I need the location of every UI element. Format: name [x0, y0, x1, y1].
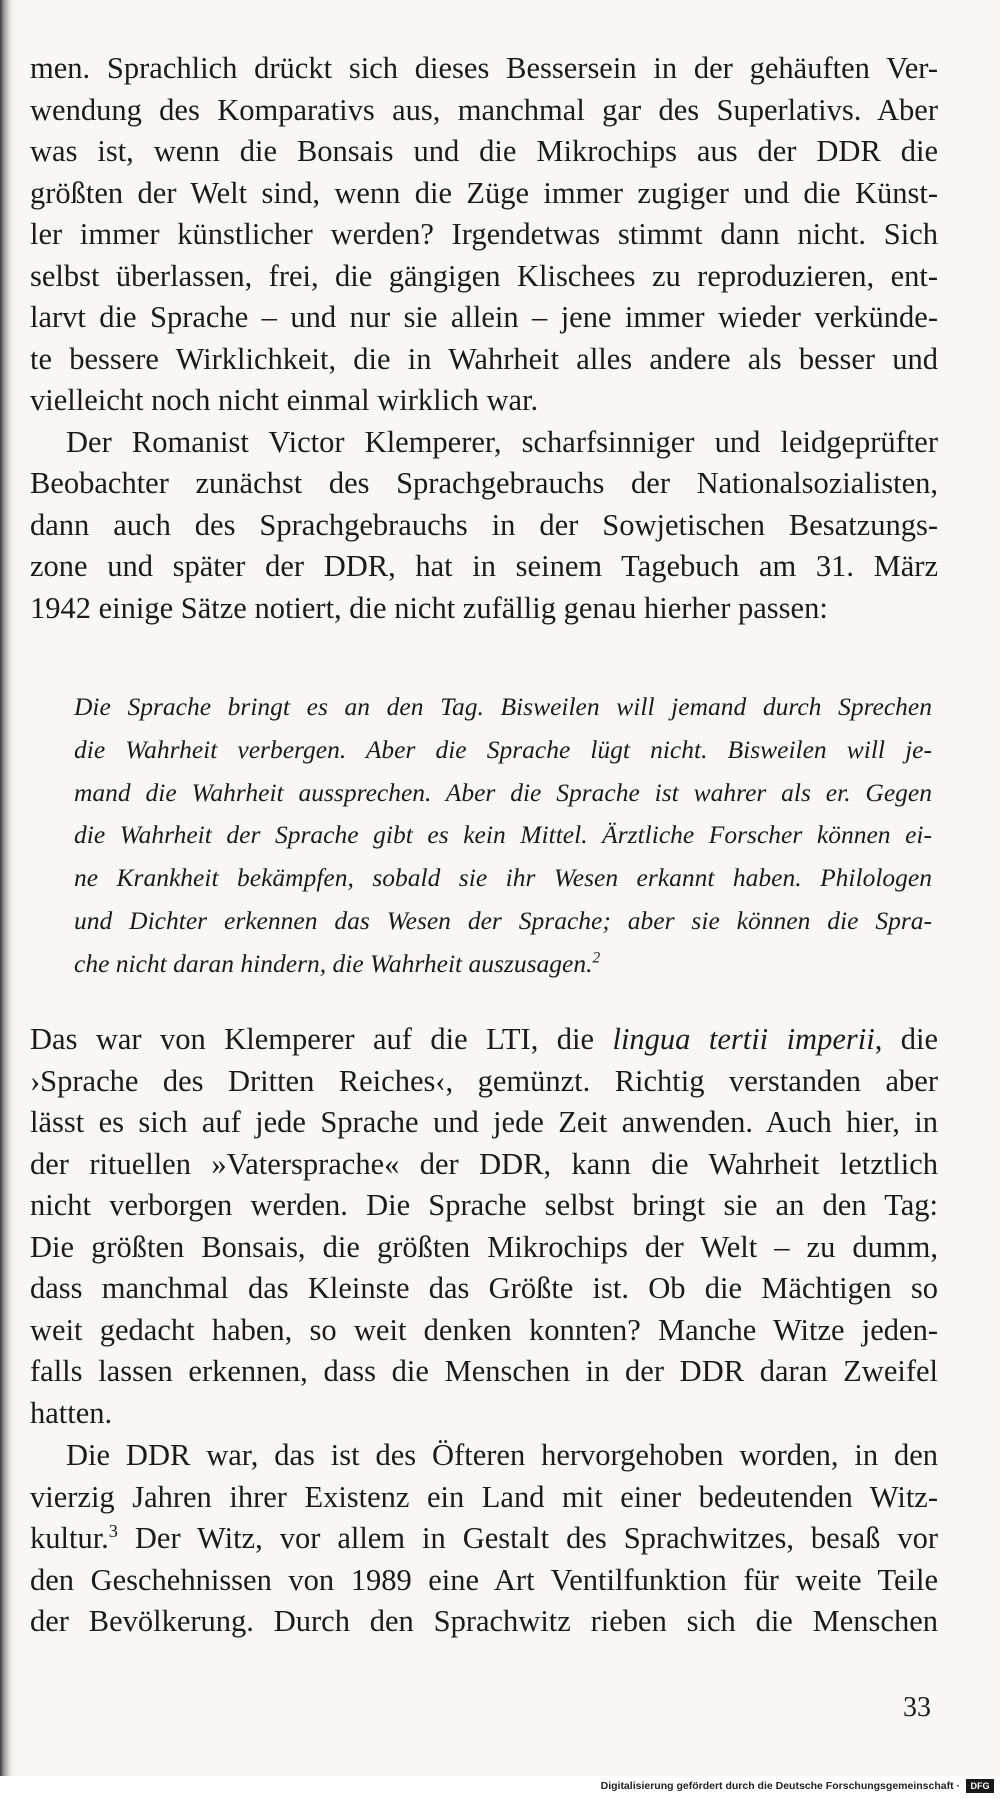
paragraph-3 [30, 1019, 938, 1434]
text-line: der Bevölkerung. Durch den Sprachwitz rieben sich die Menschen [30, 1604, 938, 1638]
text-line: men. Sprachlich drückt sich dieses Bessersein in der gehäuften Ver- [30, 51, 938, 85]
text-line: dann auch des Sprachgebrauchs in der Sowjetischen Besatzungs- [30, 507, 938, 542]
page-gutter-shadow [0, 0, 14, 1798]
text-line: ›Sprache des Dritten Reiches‹, gemünzt. Richtig verstanden aber [30, 1063, 938, 1098]
text-line: wendung des Komparativs aus, manchmal gar des Superlativs. Aber [30, 92, 938, 127]
text-line: Die größten Bonsais, die größten Mikrochips der Welt – zu dumm, [30, 1229, 938, 1264]
text-line: hatten. [30, 1395, 113, 1430]
quote-line-last [74, 943, 932, 986]
text-line: größten der Welt sind, wenn die Züge immer zugiger und die Künst- [30, 175, 938, 210]
quote-line: die Wahrheit verbergen. Aber die Sprache lügt nicht. Bisweilen will je- [74, 734, 932, 764]
quote-line: die Wahrheit der Sprache gibt es kein Mittel. Ärztliche Forscher können ei- [74, 820, 932, 850]
text-line: lässt es sich auf jede Sprache und jede Zeit anwenden. Auch hier, in [30, 1105, 938, 1139]
text-line: 1942 einige Sätze notiert, die nicht zufällig genau hierher passen: [30, 590, 828, 625]
text-line: vielleicht noch nicht einmal wirklich war. [30, 383, 539, 417]
text-line: nicht verborgen werden. Die Sprache selbst bringt sie an den Tag: [30, 1188, 938, 1222]
text-line: der rituellen »Vatersprache« der DDR, kann die Wahrheit letztlich [30, 1146, 938, 1181]
text-line: zone und später der DDR, hat in seinem Tagebuch am 31. März [30, 549, 938, 583]
text-line: dass manchmal das Kleinste das Größte ist. Ob die Mächtigen so [30, 1271, 938, 1305]
quote-line: und Dichter erkennen das Wesen der Sprache; aber sie können die Spra- [74, 905, 932, 935]
text-segment: kultur. [30, 1521, 109, 1555]
quote-text: che nicht daran hindern, die Wahrheit auszusagen. [74, 948, 593, 978]
text-line: Beobachter zunächst des Sprachgebrauchs der Nationalsozialisten, [30, 466, 938, 500]
paragraph-1 [30, 48, 938, 422]
text-line [30, 1019, 938, 1061]
block-quote [74, 686, 932, 986]
funding-note: Digitalisierung gefördert durch die Deutsche Forschungsgemeinschaft · [600, 1780, 960, 1792]
text-line: weit gedacht haben, so weit denken konnten? Manche Witze jeden- [30, 1312, 938, 1347]
dfg-logo: DFG [966, 1779, 994, 1793]
text-line: Die DDR war, das ist des Öfteren hervorgehoben worden, in den [66, 1438, 938, 1472]
paragraph-4 [30, 1435, 938, 1643]
text-line: den Geschehnissen von 1989 eine Art Ventilfunktion für weite Teile [30, 1562, 938, 1597]
text-segment: , die [874, 1022, 939, 1056]
text-line: Der Romanist Victor Klemperer, scharfsinniger und leidgeprüfter [66, 424, 938, 459]
text-line: ler immer künstlicher werden? Irgendetwas stimmt dann nicht. Sich [30, 217, 938, 251]
text-line: larvt die Sprache – und nur sie allein – jene immer wieder verkünde- [30, 300, 938, 334]
text-line: te bessere Wirklichkeit, die in Wahrheit alles andere als besser und [30, 341, 938, 376]
footnote-marker: 3 [108, 1520, 118, 1541]
quote-line: mand die Wahrheit aussprechen. Aber die Sprache ist wahrer als er. Gegen [74, 777, 932, 807]
text-line [30, 1518, 938, 1560]
page-number: 33 [903, 1692, 931, 1723]
text-line: vierzig Jahren ihrer Existenz ein Land mit einer bedeutenden Witz- [30, 1479, 938, 1514]
latin-term: lingua tertii imperii [612, 1022, 875, 1056]
text-line: was ist, wenn die Bonsais und die Mikrochips aus der DDR die [30, 134, 938, 168]
text-line: selbst überlassen, frei, die gängigen Klischees zu reproduzieren, ent- [30, 258, 938, 293]
text-segment: Der Witz, vor allem in Gestalt des Sprachwitzes, besaß vor [117, 1521, 938, 1555]
footnote-marker: 2 [592, 949, 601, 967]
quote-line: ne Krankheit bekämpfen, sobald sie ihr Wesen erkannt haben. Philologen [74, 863, 932, 893]
text-segment: Das war von Klemperer auf die LTI, die [30, 1022, 613, 1056]
quote-line: Die Sprache bringt es an den Tag. Bisweilen will jemand durch Sprechen [74, 692, 932, 721]
paragraph-2 [30, 422, 938, 630]
text-line: falls lassen erkennen, dass die Menschen in der DDR daran Zweifel [30, 1354, 938, 1388]
